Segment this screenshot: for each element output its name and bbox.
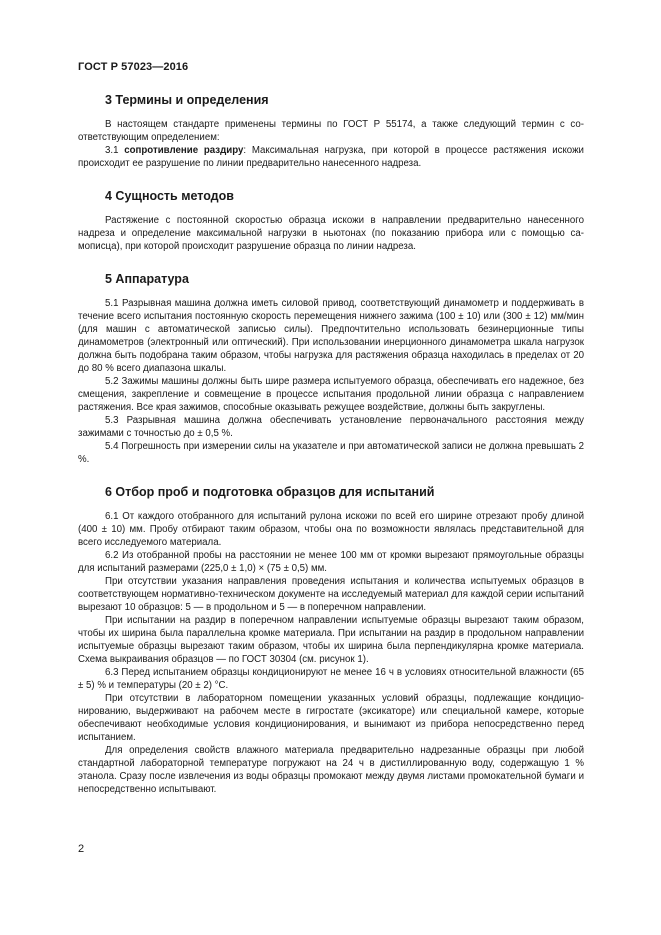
defined-term: сопротивление раздиру: [124, 145, 244, 156]
section-title-sampling: 6 Отбор проб и подготовка образцов для испытаний: [105, 485, 435, 499]
paragraph-term-definition: [78, 144, 584, 170]
definition-text: : Максимальная нагрузка, при которой в процессе растяжения искожи происходит ее разрушение по линии предварительно нанесенного надреза.: [78, 145, 584, 169]
paragraph: Растяжение с постоянной скоростью образца искожи в направлении предварительно нанесенного надреза и определение максимальной нагрузки в ньютонах (по показанию прибора или с помощью самописца), при которой происходит разрушение образца по линии надреза.: [78, 215, 584, 252]
paragraph: При испытании на раздир в поперечном направлении испытуемые образцы вырезают таким образом, чтобы их ширина была параллельна кромке материала. При испытании на раздир в продольном направлении испытуемые образцы вырезают таким образом, чтобы их ширина была перпендикулярна кромке материала. Схема выкраивания образцов — по ГОСТ 30304 (см. рисунок 1).: [78, 615, 584, 665]
section-title-apparatus: 5 Аппаратура: [105, 272, 189, 286]
paragraph: В настоящем стандарте применены термины по ГОСТ Р 55174, а также следующий термин с соответствующим определением:: [78, 119, 584, 143]
clause-number: 3.1: [105, 145, 125, 156]
paragraph: При отсутствии указания направления проведения испытания и количества испытуемых образцов в соответствующем нормативно-техническом документе на исследуемый материал для каждой серии испытаний вырезают 10 образцов: 5 — в продольном и 5 — в поперечном направлении.: [78, 576, 584, 613]
paragraph: 5.4 Погрешность при измерении силы на указателе и при автоматической записи не должна превышать 2 %.: [78, 441, 584, 465]
section-apparatus: [78, 271, 584, 466]
paragraph: 5.1 Разрывная машина должна иметь силовой привод, соответствующий динамометр и поддерживать в течение всего испытания постоянную скорость перемещения нижнего зажима (100 ± 10) или (300 ± 12) мм/мин (для машин с автоматической записью силы). Предпочтительно использовать безинерционные типы динамометров (электронный или оптический). При использовании инерционного динамометра шкала нагрузок должна быть подобрана таким образом, чтобы нагрузка для растяжения образца находилась в пределах от 20 до 80 % всего диапазона шкалы.: [78, 298, 584, 374]
paragraph: 6.3 Перед испытанием образцы кондиционируют не менее 16 ч в условиях относительной влажности (65 ± 5) % и температуры (20 ± 2) °С.: [78, 667, 584, 691]
section-terms: [78, 92, 584, 170]
section-essence: [78, 188, 584, 253]
standard-code: ГОСТ Р 57023—2016: [78, 61, 189, 73]
document-body: [78, 92, 584, 796]
paragraph: 5.2 Зажимы машины должны быть шире размера испытуемого образца, обеспечивать его надежное, без смещения, закрепление и совмещение в процессе испытания продольной линии образца с направлением растяжения. Все края зажимов, способные оказывать режущее воздействие, должны быть закруглены.: [78, 376, 584, 413]
page-number: 2: [78, 843, 85, 855]
section-sampling: [78, 484, 584, 796]
section-title-essence: 4 Сущность методов: [105, 189, 234, 203]
paragraph: Для определения свойств влажного материала предварительно надрезанные образцы при любой стандартной лабораторной температуре погружают на 24 ч в дистиллированную воду, содержащую 1 % этанола. Сразу после извлечения из воды образцы промокают между двумя листами промокательной бумаги и непосредственно испытывают.: [78, 745, 584, 795]
paragraph: 5.3 Разрывная машина должна обеспечивать установление первоначального расстояния между зажимами с точностью до ± 0,5 %.: [78, 415, 584, 439]
paragraph: При отсутствии в лабораторном помещении указанных условий образцы, подлежащие кондиционированию, выдерживают на рабочем месте в гигростате (эксикаторе) или специальной камере, которые обеспечивают необходимые условия кондиционирования, и вынимают из прибора непосредственно перед испытанием.: [78, 693, 584, 743]
paragraph: 6.1 От каждого отобранного для испытаний рулона искожи по всей его ширине отрезают пробу длиной (400 ± 10) мм. Пробу отбирают таким образом, чтобы она по возможности являлась представительной для всего исследуемого материала.: [78, 511, 584, 548]
section-title-terms: 3 Термины и определения: [105, 93, 269, 107]
paragraph: 6.2 Из отобранной пробы на расстоянии не менее 100 мм от кромки вырезают прямоугольные образцы для испытаний размерами (225,0 ± 1,0) × (75 ± 0,5) мм.: [78, 550, 584, 574]
